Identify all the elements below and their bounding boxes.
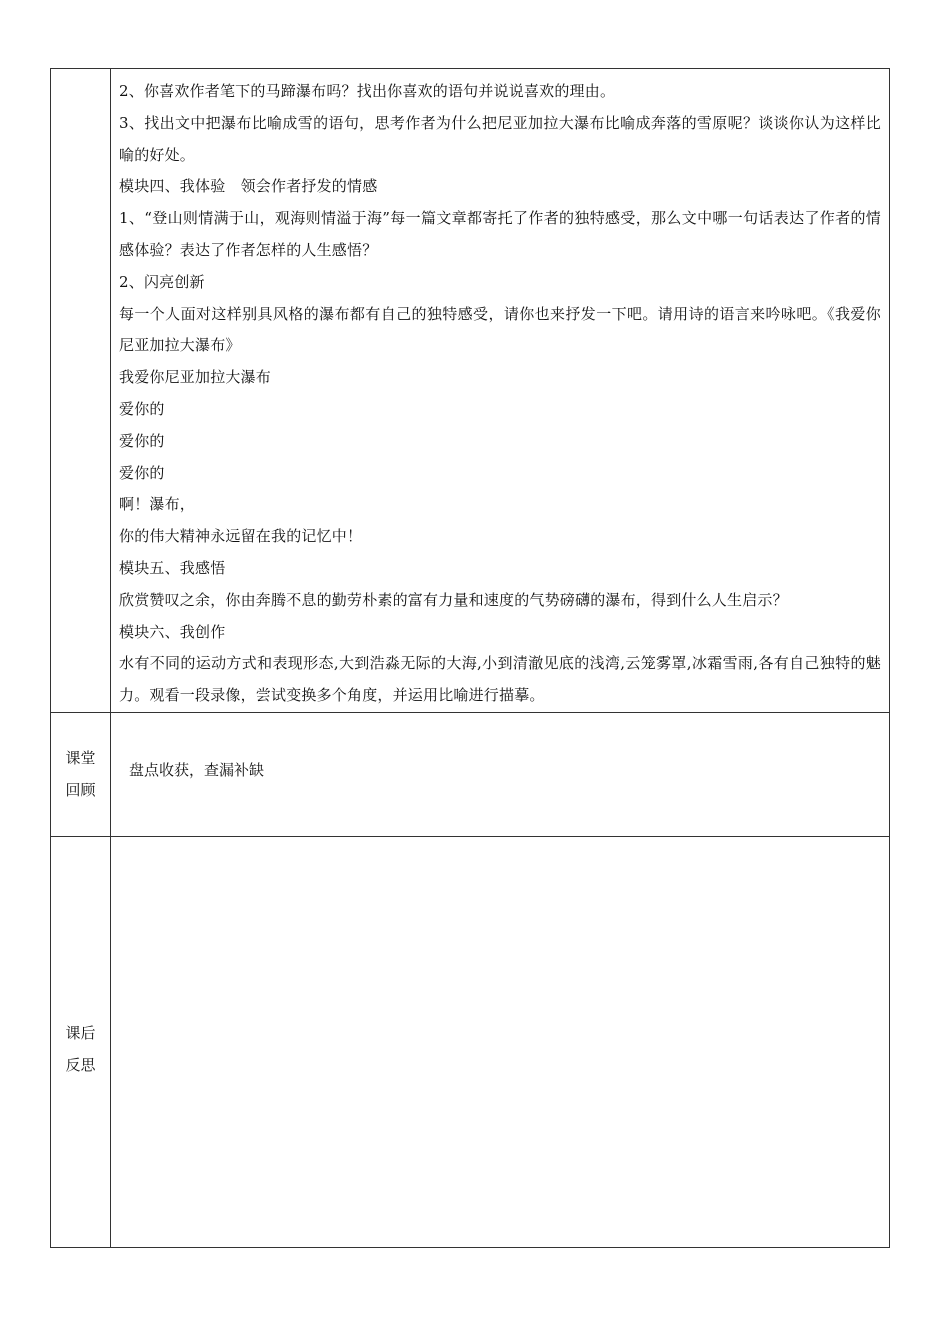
- question-3: 3、找出文中把瀑布比喻成雪的语句，思考作者为什么把尼亚加拉大瀑布比喻成奔落的雪原呢？谈谈你认为这样比喻的好处。: [119, 113, 881, 164]
- reflection-label-line-1: 课后: [65, 1023, 96, 1042]
- module-4-item-2: 2、闪亮创新: [119, 272, 205, 291]
- review-row: [51, 712, 890, 836]
- lesson-plan-table: [50, 68, 890, 1248]
- poem-line-3: 爱你的: [119, 431, 165, 450]
- main-content-row: [51, 69, 890, 713]
- poem-line-1: 我爱你尼亚加拉大瀑布: [119, 368, 272, 387]
- module-6-heading: 模块六、我创作: [119, 622, 226, 641]
- module-5-question: 欣赏赞叹之余，你由奔腾不息的勤劳朴素的富有力量和速度的气势磅礴的瀑布，得到什么人生启示？: [119, 590, 788, 609]
- review-content-cell: 盘点收获，查漏补缺: [111, 712, 890, 836]
- poem-line-5: 啊！瀑布，: [119, 495, 196, 514]
- module-6-task: 水有不同的运动方式和表现形态,大到浩淼无际的大海,小到清澈见底的浅湾,云笼雾罩,冰霜雪雨,各有自己独特的魅力。观看一段录像，尝试变换多个角度，并运用比喻进行描摹。: [119, 654, 881, 705]
- module-4-instruction: 每一个人面对这样别具风格的瀑布都有自己的独特感受，请你也来抒发一下吧。请用诗的语言来吟咏吧。《我爱你尼亚加拉大瀑布》: [119, 304, 881, 355]
- poem-line-4: 爱你的: [119, 463, 165, 482]
- main-content-cell: [111, 69, 890, 713]
- poem-line-2: 爱你的: [119, 399, 165, 418]
- reflection-label-line-2: 反思: [65, 1055, 96, 1074]
- reflection-content-cell[interactable]: [111, 836, 890, 1247]
- main-row-label-cell: [51, 69, 111, 713]
- module-4-heading: 模块四、我体验 领会作者抒发的情感: [119, 177, 378, 196]
- reflection-label-cell: [51, 836, 111, 1247]
- module-5-heading: 模块五、我感悟: [119, 558, 226, 577]
- review-label-line-2: 回顾: [65, 781, 96, 800]
- question-2: 2、你喜欢作者笔下的马蹄瀑布吗？找出你喜欢的语句并说说喜欢的理由。: [119, 82, 616, 100]
- module-4-question-1: 1、“登山则情满于山，观海则情溢于海”每一篇文章都寄托了作者的独特感受，那么文中哪一句话表达了作者的情感体验？表达了作者怎样的人生感悟？: [119, 209, 881, 259]
- review-label-line-1: 课堂: [65, 749, 96, 768]
- poem-line-6: 你的伟大精神永远留在我的记忆中！: [119, 527, 363, 546]
- review-label-cell: [51, 712, 111, 836]
- reflection-row: [51, 836, 890, 1247]
